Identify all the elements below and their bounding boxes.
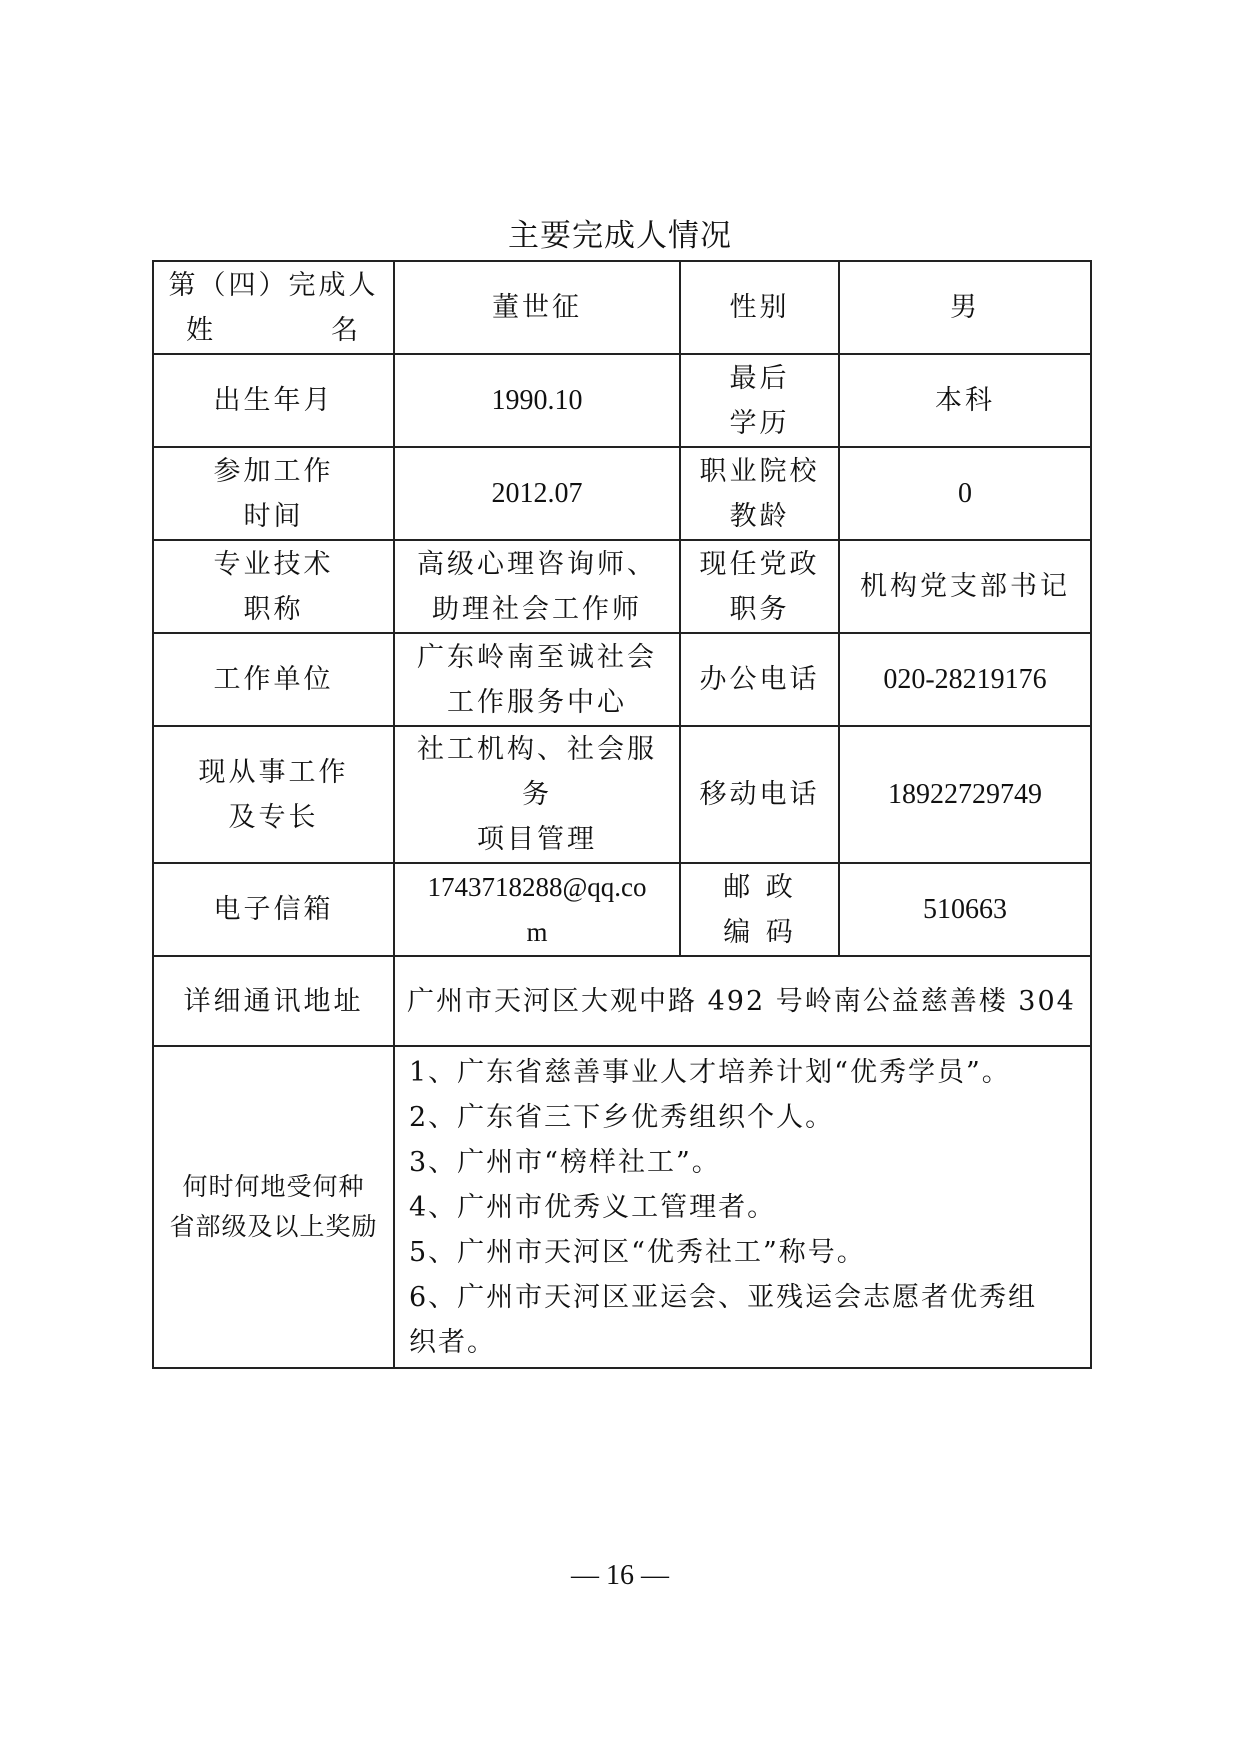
professional-title-label-line2: 职称 <box>243 593 304 625</box>
awards-label-line1: 何时何地受何种 <box>182 1172 365 1201</box>
current-work-value-cell <box>394 726 680 863</box>
table-row <box>153 863 1091 956</box>
current-work-label-line1: 现从事工作 <box>198 756 349 788</box>
professional-title-label-cell <box>153 540 394 633</box>
table-row <box>153 540 1091 633</box>
address-value: 广州市天河区大观中路 492 号岭南公益慈善楼 304 <box>394 956 1091 1046</box>
name-label-char1: 姓 <box>186 314 216 346</box>
teaching-years-label-cell <box>680 447 839 540</box>
postal-code-label-cell <box>680 863 839 956</box>
office-phone-value: 020-28219176 <box>839 633 1091 726</box>
postal-code-label-char3: 编 <box>723 916 754 948</box>
gender-value: 男 <box>839 261 1091 354</box>
party-position-label-line1: 现任党政 <box>699 548 820 580</box>
work-start-label-line1: 参加工作 <box>213 455 334 487</box>
professional-title-label-line1: 专业技术 <box>213 548 334 580</box>
award-item: 4、广州市优秀义工管理者。 <box>409 1191 777 1223</box>
party-position-label-line2: 职务 <box>729 593 790 625</box>
award-item: 5、广州市天河区“优秀社工”称号。 <box>409 1236 866 1268</box>
education-label-line1: 最后 <box>729 362 790 394</box>
name-label-char2: 名 <box>331 314 361 346</box>
page-number: — 16 — <box>571 1560 669 1591</box>
professional-title-value-line2: 助理社会工作师 <box>432 593 642 625</box>
current-work-label-cell <box>153 726 394 863</box>
table-row <box>153 354 1091 447</box>
work-start-value: 2012.07 <box>394 447 680 540</box>
mobile-phone-label: 移动电话 <box>680 726 839 863</box>
table-row <box>153 956 1091 1046</box>
awards-label-line2: 省部级及以上奖励 <box>169 1212 378 1241</box>
party-position-value: 机构党支部书记 <box>839 540 1091 633</box>
work-start-label-cell <box>153 447 394 540</box>
email-value-cell <box>394 863 680 956</box>
party-position-label-cell <box>680 540 839 633</box>
postal-code-label-char2: 政 <box>765 871 796 903</box>
work-unit-value-line2: 工作服务中心 <box>447 686 627 718</box>
work-unit-value-line1: 广东岭南至诚社会 <box>417 641 657 673</box>
teaching-years-label-line1: 职业院校 <box>699 455 820 487</box>
current-work-value-line1: 社工机构、社会服务 <box>417 734 657 810</box>
address-label: 详细通讯地址 <box>153 956 394 1046</box>
table-row <box>153 447 1091 540</box>
education-value: 本科 <box>839 354 1091 447</box>
work-start-label-line2: 时间 <box>243 500 304 532</box>
birth-value: 1990.10 <box>394 354 680 447</box>
postal-code-label-char4: 码 <box>765 916 796 948</box>
mobile-phone-value: 18922729749 <box>839 726 1091 863</box>
awards-label-cell <box>153 1046 394 1368</box>
office-phone-label: 办公电话 <box>680 633 839 726</box>
teaching-years-value: 0 <box>839 447 1091 540</box>
work-unit-value-cell <box>394 633 680 726</box>
page-title: 主要完成人情况 <box>508 218 732 254</box>
postal-code-label-line1 <box>691 865 828 910</box>
award-item: 织者。 <box>409 1326 496 1358</box>
postal-code-value: 510663 <box>839 863 1091 956</box>
postal-code-label-line2 <box>691 910 828 955</box>
name-label-line2 <box>164 308 383 353</box>
name-label-line1: 第（四）完成人 <box>168 269 379 301</box>
name-label-cell <box>153 261 394 354</box>
birth-label: 出生年月 <box>153 354 394 447</box>
postal-code-label-char1: 邮 <box>723 871 754 903</box>
completer-info-table <box>152 260 1092 1369</box>
award-item: 2、广东省三下乡优秀组织个人。 <box>409 1101 835 1133</box>
table-row <box>153 1046 1091 1368</box>
table-row <box>153 633 1091 726</box>
teaching-years-label-line2: 教龄 <box>729 500 790 532</box>
table-row <box>153 261 1091 354</box>
award-item: 1、广东省慈善事业人才培养计划“优秀学员”。 <box>409 1056 1011 1088</box>
gender-label: 性别 <box>680 261 839 354</box>
professional-title-value-line1: 高级心理咨询师、 <box>417 548 657 580</box>
email-value-line1: 1743718288@qq.co <box>427 871 647 902</box>
email-value-line2: m <box>526 916 548 947</box>
education-label-cell <box>680 354 839 447</box>
name-value: 董世征 <box>394 261 680 354</box>
awards-list <box>394 1046 1091 1368</box>
current-work-label-line2: 及专长 <box>228 801 319 833</box>
education-label-line2: 学历 <box>729 407 790 439</box>
award-item: 6、广州市天河区亚运会、亚残运会志愿者优秀组 <box>409 1281 1038 1313</box>
table-row <box>153 726 1091 863</box>
professional-title-value-cell <box>394 540 680 633</box>
work-unit-label: 工作单位 <box>153 633 394 726</box>
current-work-value-line2: 项目管理 <box>477 824 597 855</box>
email-label: 电子信箱 <box>153 863 394 956</box>
award-item: 3、广州市“榜样社工”。 <box>409 1146 721 1178</box>
